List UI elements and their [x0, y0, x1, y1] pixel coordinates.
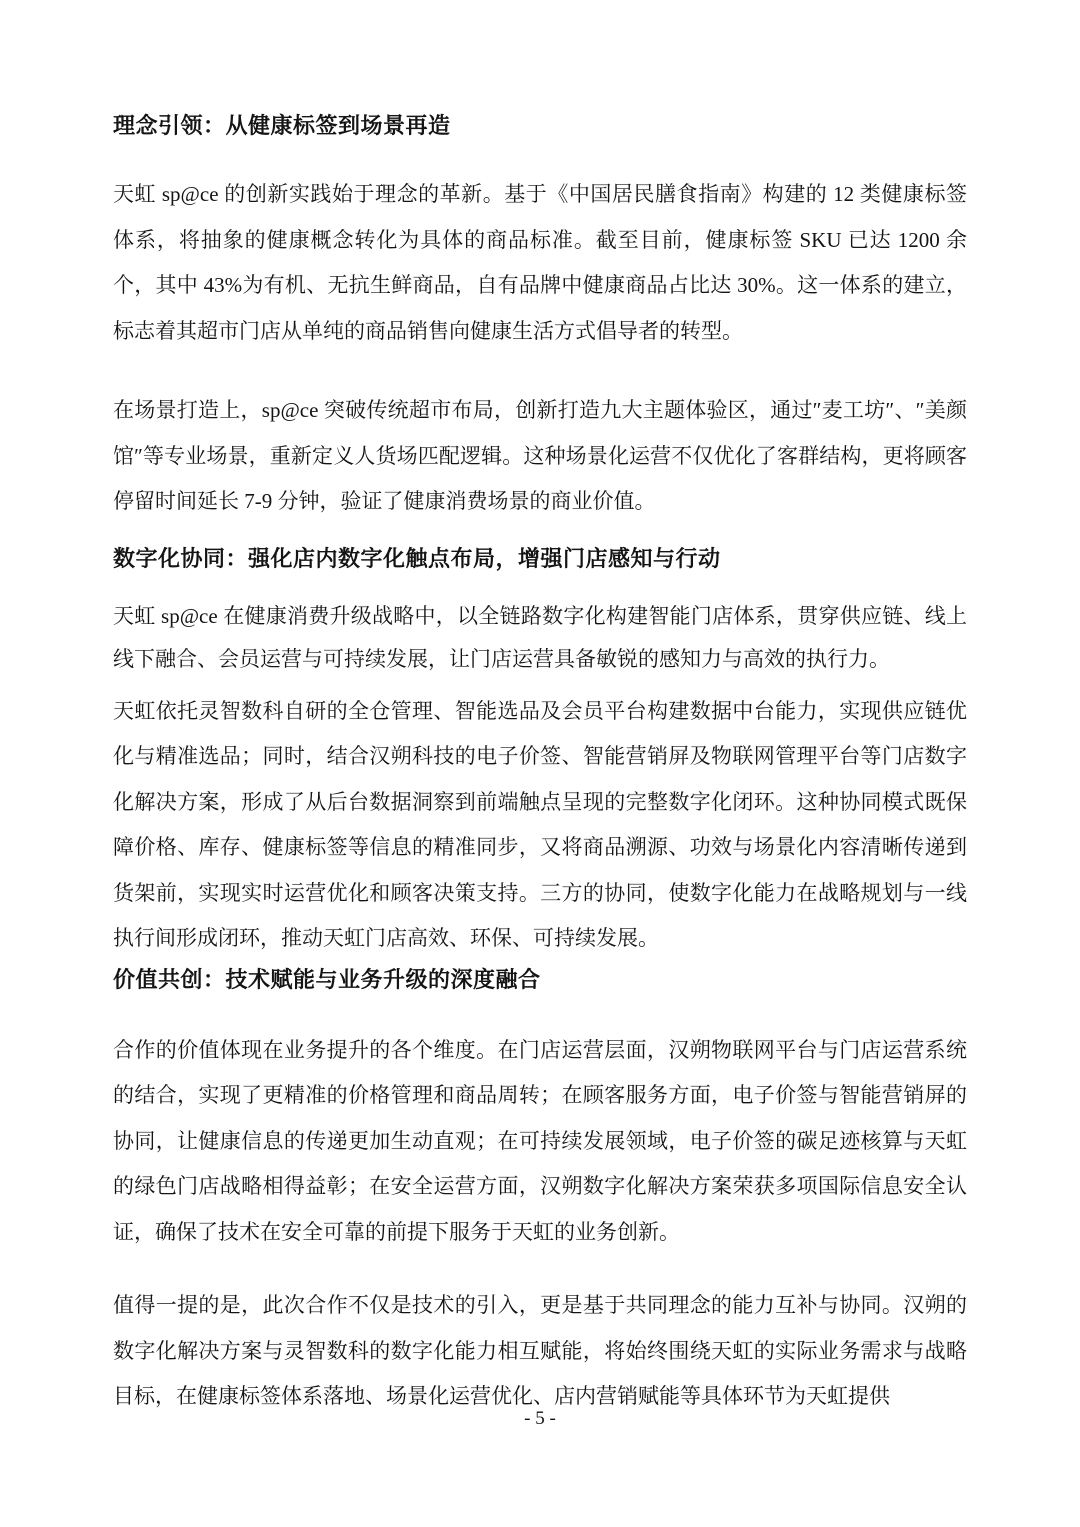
paragraph-scene-building: 在场景打造上，sp@ce 突破传统超市布局，创新打造九大主题体验区，通过″麦工坊″、″美颜馆″等专业场景，重新定义人货场匹配逻辑。这种场景化运营不仅优化了客群结构，更将顾客停留时间延长 7-9 分钟，验证了健康消费场景的商业价值。: [113, 398, 967, 513]
paragraph-health-labels: 天虹 sp@ce 的创新实践始于理念的革新。基于《中国居民膳食指南》构建的 12 类健康标签体系，将抽象的健康概念转化为具体的商品标准。截至目前，健康标签 SKU 已达 1200 余个，其中 43%为有机、无抗生鲜商品，自有品牌中健康商品占比达 30%。这一体系的建立，标志着其超市门店从单纯的商品销售向健康生活方式倡导者的转型。: [113, 182, 967, 343]
paragraph-cooperation-value: 合作的价值体现在业务提升的各个维度。在门店运营层面，汉朔物联网平台与门店运营系统的结合，实现了更精准的价格管理和商品周转；在顾客服务方面，电子价签与智能营销屏的协同，让健康信息的传递更加生动直观；在可持续发展领域，电子价签的碳足迹核算与天虹的绿色门店战略相得益彰；在安全运营方面，汉朔数字化解决方案荣获多项国际信息安全认证，确保了技术在安全可靠的前提下服务于天虹的业务创新。: [113, 1037, 967, 1244]
paragraph-capability-synergy: 值得一提的是，此次合作不仅是技术的引入，更是基于共同理念的能力互补与协同。汉朔的数字化解决方案与灵智数科的数字化能力相互赋能，将始终围绕天虹的实际业务需求与战略目标，在健康标签体系落地、场景化运营优化、店内营销赋能等具体环节为天虹提供: [113, 1293, 967, 1408]
paragraph-digital-strategy: 天虹 sp@ce 在健康消费升级战略中，以全链路数字化构建智能门店体系，贯穿供应链、线上线下融合、会员运营与可持续发展，让门店运营具备敏锐的感知力与高效的执行力。: [113, 603, 967, 671]
page-number: - 5 -: [524, 1408, 556, 1429]
section-heading-value-cocreation: 价值共创：技术赋能与业务升级的深度融合: [113, 966, 541, 992]
section-heading-digital-collaboration: 数字化协同：强化店内数字化触点布局，增强门店感知与行动: [113, 545, 721, 571]
section-heading-concept: 理念引领：从健康标签到场景再造: [113, 113, 451, 138]
paragraph-data-platform: 天虹依托灵智数科自研的全仓管理、智能选品及会员平台构建数据中台能力，实现供应链优化与精准选品；同时，结合汉朔科技的电子价签、智能营销屏及物联网管理平台等门店数字化解决方案，形成了从后台数据洞察到前端触点呈现的完整数字化闭环。这种协同模式既保障价格、库存、健康标签等信息的精准同步，又将商品溯源、功效与场景化内容清晰传递到货架前，实现实时运营优化和顾客决策支持。三方的协同，使数字化能力在战略规划与一线执行间形成闭环，推动天虹门店高效、环保、可持续发展。: [113, 698, 967, 950]
